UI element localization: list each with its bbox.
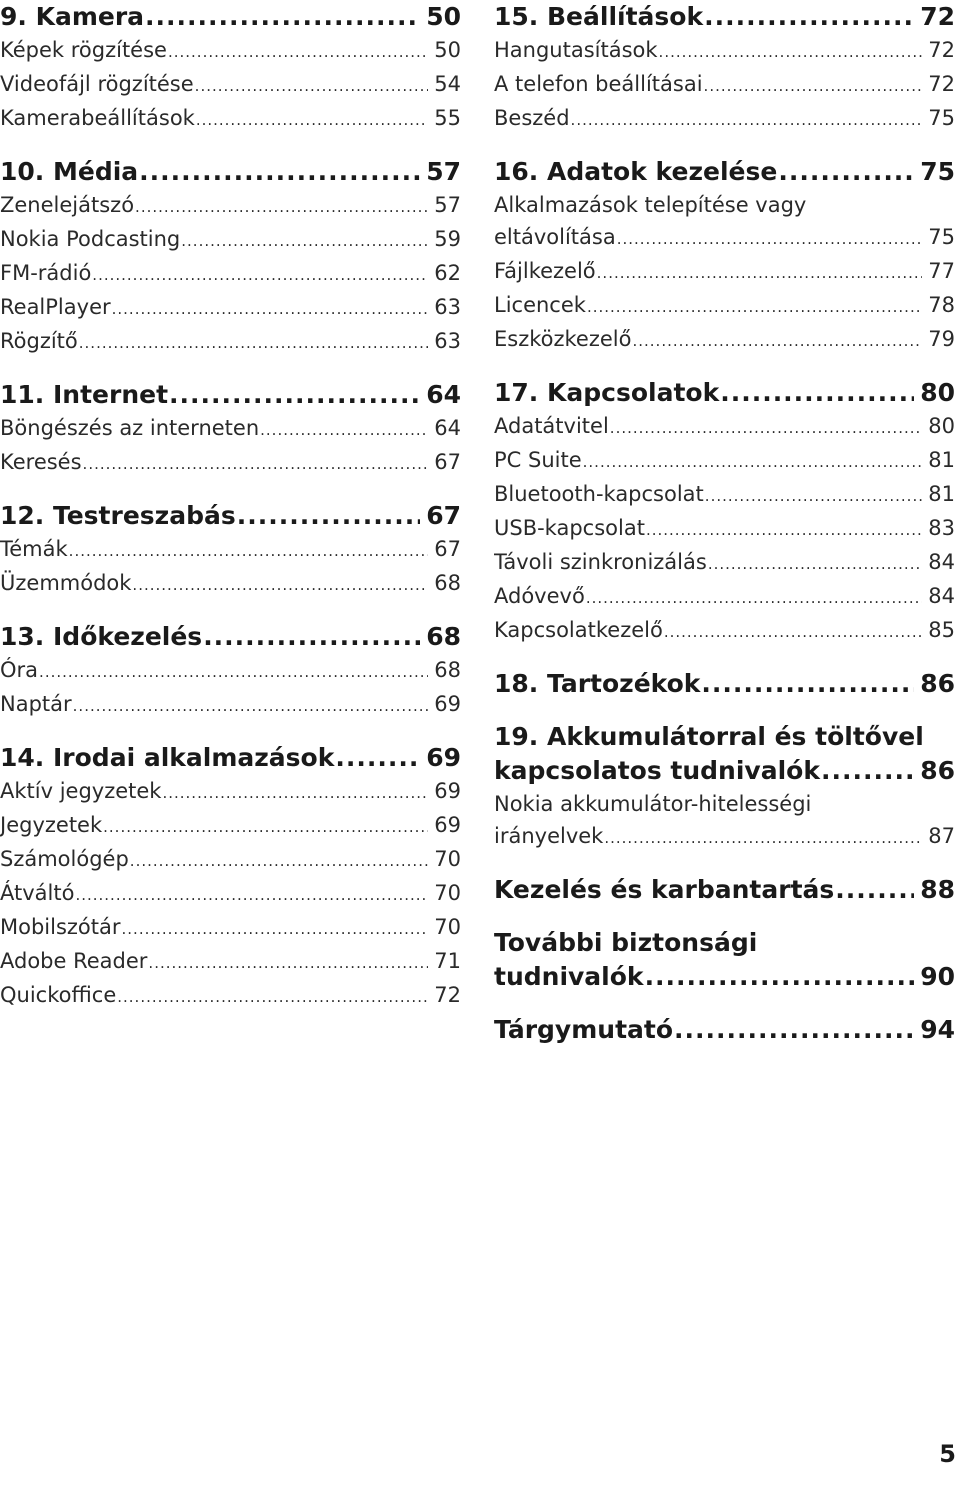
toc-item-label: Hangutasítások — [494, 38, 658, 62]
toc-page-number: 87 — [928, 824, 955, 848]
toc-section-safety — [494, 926, 955, 994]
toc-item-label: Adobe Reader — [0, 949, 148, 973]
toc-item-label: Naptár — [0, 692, 72, 716]
toc-item[interactable] — [0, 809, 461, 843]
toc-item-label: Üzemmódok — [0, 571, 132, 595]
toc-page-number: 77 — [928, 259, 955, 283]
toc-section-10 — [0, 155, 461, 359]
dot-leader — [122, 913, 429, 945]
toc-page-number: 67 — [434, 537, 461, 561]
toc-heading-twoline[interactable] — [494, 926, 955, 994]
toc-heading-title-line1: További biztonsági — [494, 928, 758, 957]
toc-page-number: 79 — [928, 327, 955, 351]
toc-item-label: Jegyzetek — [0, 813, 103, 837]
toc-item-label: Beszéd — [494, 106, 570, 130]
toc-item[interactable] — [0, 567, 461, 601]
dot-leader — [169, 378, 420, 412]
toc-heading-line2 — [494, 960, 955, 994]
toc-item[interactable] — [0, 291, 461, 325]
toc-item-label: Böngészés az interneten — [0, 416, 260, 440]
toc-heading[interactable] — [0, 378, 461, 412]
toc-heading[interactable] — [494, 155, 955, 189]
toc-item-label: Adatátvitel — [494, 414, 609, 438]
toc-page-number: 70 — [434, 915, 461, 939]
toc-item-label: Kamerabeállítások — [0, 106, 195, 130]
toc-item-label: Átváltó — [0, 881, 75, 905]
toc-item-label: FM-rádió — [0, 261, 92, 285]
toc-page-number: 63 — [434, 329, 461, 353]
toc-item-label: PC Suite — [494, 448, 582, 472]
toc-item-label: Témák — [0, 537, 68, 561]
dot-leader — [75, 879, 428, 911]
dot-leader — [617, 223, 923, 255]
dot-leader — [260, 414, 428, 446]
toc-item[interactable] — [494, 68, 955, 102]
dot-leader — [117, 981, 428, 1013]
toc-item[interactable] — [0, 412, 461, 446]
toc-item[interactable] — [0, 688, 461, 722]
dot-leader — [587, 291, 922, 323]
toc-heading[interactable] — [494, 667, 955, 701]
toc-section-19 — [494, 720, 955, 854]
toc-item-label: Keresés — [0, 450, 82, 474]
dot-leader — [132, 569, 428, 601]
toc-page-number: 81 — [928, 448, 955, 472]
toc-item-label: Kapcsolatkezelő — [494, 618, 663, 642]
toc-item[interactable] — [0, 979, 461, 1013]
toc-section-15 — [494, 0, 955, 136]
dot-leader — [835, 873, 914, 907]
toc-item[interactable] — [494, 546, 955, 580]
toc-page-number: 86 — [920, 756, 955, 785]
toc-page-number: 67 — [434, 450, 461, 474]
toc-item[interactable] — [0, 102, 461, 136]
toc-item[interactable] — [0, 223, 461, 257]
toc-item-label: Bluetooth-kapcsolat — [494, 482, 704, 506]
toc-item-label: Képek rögzítése — [0, 38, 167, 62]
toc-page-number: 84 — [928, 584, 955, 608]
toc-page-number: 62 — [434, 261, 461, 285]
toc-item-label: Aktív jegyzetek — [0, 779, 162, 803]
toc-heading-title-line2: kapcsolatos tudnivalók — [494, 756, 820, 785]
toc-heading-title-line1: 19. Akkumulátorral és töltővel — [494, 722, 924, 751]
toc-item-label: Távoli szinkronizálás — [494, 550, 707, 574]
dot-leader — [130, 845, 428, 877]
toc-heading-title: 11. Internet — [0, 380, 169, 409]
toc-item[interactable] — [494, 580, 955, 614]
toc-item[interactable] — [0, 533, 461, 567]
toc-heading-title: Tárgymutató — [494, 1015, 674, 1044]
toc-item-label: Quickoffice — [0, 983, 117, 1007]
toc-heading[interactable] — [0, 0, 461, 34]
toc-item-label-line1: Alkalmazások telepítése vagy — [494, 193, 807, 217]
dot-leader — [103, 811, 428, 843]
dot-leader — [203, 620, 420, 654]
toc-page-number: 69 — [426, 743, 461, 772]
dot-leader — [778, 155, 914, 189]
dot-leader — [586, 582, 922, 614]
toc-item-label: Számológép — [0, 847, 129, 871]
dot-leader — [597, 257, 923, 289]
dot-leader — [604, 822, 922, 854]
toc-section-index — [494, 1013, 955, 1047]
toc-heading-title: 12. Testreszabás — [0, 501, 236, 530]
toc-heading[interactable] — [494, 376, 955, 410]
toc-page-number: 50 — [434, 38, 461, 62]
toc-heading-title-line2: tudnivalók — [494, 962, 644, 991]
toc-page-number: 81 — [928, 482, 955, 506]
toc-heading-title: 17. Kapcsolatok — [494, 378, 720, 407]
toc-page-number: 50 — [426, 2, 461, 31]
dot-leader — [79, 327, 429, 359]
toc-page-number: 68 — [426, 622, 461, 651]
toc-page-number: 75 — [920, 157, 955, 186]
toc-item-label-line1: Nokia akkumulátor-hitelességi — [494, 792, 812, 816]
toc-page-number: 57 — [434, 193, 461, 217]
dot-leader — [704, 0, 914, 34]
toc-item[interactable] — [494, 478, 955, 512]
toc-item-label-line2: irányelvek — [494, 824, 604, 848]
toc-heading[interactable] — [0, 620, 461, 654]
toc-page-number: 78 — [928, 293, 955, 317]
toc-page-number: 72 — [928, 38, 955, 62]
toc-heading[interactable] — [494, 1013, 955, 1047]
toc-page-number: 55 — [434, 106, 461, 130]
dot-leader — [69, 535, 429, 567]
dot-leader — [720, 376, 914, 410]
toc-page-number: 88 — [920, 875, 955, 904]
toc-page-number: 80 — [928, 414, 955, 438]
toc-item-label: Mobilszótár — [0, 915, 121, 939]
toc-item-label: Eszközkezelő — [494, 327, 632, 351]
toc-page-number: 68 — [434, 658, 461, 682]
toc-heading-line2 — [494, 754, 955, 788]
toc-item[interactable] — [0, 945, 461, 979]
toc-item-label: Adóvevő — [494, 584, 585, 608]
toc-item[interactable] — [494, 512, 955, 546]
toc-item-label: Videofájl rögzítése — [0, 72, 194, 96]
toc-item[interactable] — [494, 255, 955, 289]
toc-page-number: 86 — [920, 669, 955, 698]
toc-section-16 — [494, 155, 955, 357]
dot-leader — [73, 690, 429, 722]
toc-left-column — [0, 0, 461, 1032]
toc-item[interactable] — [494, 614, 955, 648]
dot-leader — [571, 104, 923, 136]
toc-item[interactable] — [0, 68, 461, 102]
toc-heading[interactable] — [0, 155, 461, 189]
toc-section-12 — [0, 499, 461, 601]
toc-heading-title: 9. Kamera — [0, 2, 145, 31]
toc-section-17 — [494, 376, 955, 648]
toc-item[interactable] — [494, 410, 955, 444]
toc-page-number: 67 — [426, 501, 461, 530]
toc-item[interactable] — [494, 323, 955, 357]
dot-leader — [181, 225, 428, 257]
toc-item[interactable] — [0, 257, 461, 291]
toc-item[interactable] — [0, 877, 461, 911]
dot-leader — [610, 412, 922, 444]
toc-heading-title: 16. Adatok kezelése — [494, 157, 778, 186]
dot-leader — [195, 70, 429, 102]
toc-page-number: 90 — [920, 962, 955, 991]
dot-leader — [704, 70, 923, 102]
dot-leader — [92, 259, 428, 291]
toc-heading-title: 13. Időkezelés — [0, 622, 203, 651]
toc-page-number: 94 — [920, 1015, 955, 1044]
dot-leader — [135, 191, 428, 223]
toc-item[interactable] — [494, 34, 955, 68]
toc-item-label: Rögzítő — [0, 329, 78, 353]
toc-page-number: 72 — [920, 2, 955, 31]
dot-leader — [645, 960, 915, 994]
toc-section-18 — [494, 667, 955, 701]
dot-leader — [708, 548, 922, 580]
toc-section-14 — [0, 741, 461, 1013]
toc-heading-title: Kezelés és karbantartás — [494, 875, 835, 904]
page-number: 5 — [939, 1440, 956, 1468]
toc-page-number: 68 — [434, 571, 461, 595]
toc-page-number: 69 — [434, 779, 461, 803]
toc-item[interactable] — [0, 843, 461, 877]
toc-page-number: 64 — [434, 416, 461, 440]
toc-section-9 — [0, 0, 461, 136]
toc-item[interactable] — [0, 446, 461, 480]
toc-item-label: RealPlayer — [0, 295, 111, 319]
dot-leader — [39, 656, 428, 688]
dot-leader — [196, 104, 428, 136]
toc-item-label: USB-kapcsolat — [494, 516, 645, 540]
dot-leader — [237, 499, 420, 533]
toc-item-label: Licencek — [494, 293, 586, 317]
toc-page-number: 71 — [434, 949, 461, 973]
toc-item-twoline[interactable] — [494, 189, 955, 255]
toc-page-number: 63 — [434, 295, 461, 319]
dot-leader — [139, 155, 420, 189]
toc-item-label: Nokia Podcasting — [0, 227, 181, 251]
toc-heading[interactable] — [0, 499, 461, 533]
toc-page-number: 84 — [928, 550, 955, 574]
toc-page-number: 83 — [928, 516, 955, 540]
dot-leader — [632, 325, 922, 357]
dot-leader — [664, 616, 922, 648]
toc-item[interactable] — [494, 102, 955, 136]
toc-item-line2 — [494, 820, 955, 854]
toc-heading[interactable] — [494, 873, 955, 907]
toc-item-label-line2: eltávolítása — [494, 225, 616, 249]
toc-item-label: Óra — [0, 658, 39, 682]
toc-item[interactable] — [0, 34, 461, 68]
toc-page-number: 75 — [928, 106, 955, 130]
dot-leader — [583, 446, 923, 478]
toc-item-twoline[interactable] — [494, 788, 955, 854]
toc-item-label: Fájlkezelő — [494, 259, 596, 283]
toc-heading-title: 10. Média — [0, 157, 139, 186]
dot-leader — [145, 0, 420, 34]
toc-item[interactable] — [0, 325, 461, 359]
toc-page-number: 72 — [928, 72, 955, 96]
toc-section-13 — [0, 620, 461, 722]
dot-leader — [112, 293, 429, 325]
dot-leader — [335, 741, 420, 775]
toc-item[interactable] — [0, 189, 461, 223]
toc-item[interactable] — [0, 775, 461, 809]
toc-page-number: 72 — [434, 983, 461, 1007]
toc-section-11 — [0, 378, 461, 480]
dot-leader — [705, 480, 922, 512]
toc-heading-twoline[interactable] — [494, 720, 955, 788]
toc-heading[interactable] — [494, 0, 955, 34]
toc-item[interactable] — [494, 289, 955, 323]
dot-leader — [162, 777, 428, 809]
toc-item-label: Zenelejátszó — [0, 193, 135, 217]
dot-leader — [821, 754, 914, 788]
toc-page-number: 54 — [434, 72, 461, 96]
toc-heading-title: 18. Tartozékok — [494, 669, 701, 698]
toc-item[interactable] — [0, 911, 461, 945]
toc-item-label: A telefon beállításai — [494, 72, 703, 96]
toc-page-number: 70 — [434, 847, 461, 871]
dot-leader — [659, 36, 923, 68]
toc-page-number: 80 — [920, 378, 955, 407]
dot-leader — [674, 1013, 914, 1047]
toc-item-line2 — [494, 221, 955, 255]
toc-page-number: 70 — [434, 881, 461, 905]
toc-heading-title: 15. Beállítások — [494, 2, 704, 31]
dot-leader — [701, 667, 914, 701]
toc-page-number: 69 — [434, 692, 461, 716]
toc-page-number: 64 — [426, 380, 461, 409]
toc-item[interactable] — [0, 654, 461, 688]
toc-right-column — [494, 0, 955, 1066]
toc-page-number: 85 — [928, 618, 955, 642]
toc-heading-title: 14. Irodai alkalmazások — [0, 743, 335, 772]
toc-heading[interactable] — [0, 741, 461, 775]
dot-leader — [646, 514, 922, 546]
dot-leader — [168, 36, 428, 68]
dot-leader — [83, 448, 429, 480]
dot-leader — [148, 947, 428, 979]
toc-page-number: 69 — [434, 813, 461, 837]
toc-section-care — [494, 873, 955, 907]
toc-page-number: 57 — [426, 157, 461, 186]
toc-item[interactable] — [494, 444, 955, 478]
toc-page-number: 59 — [434, 227, 461, 251]
toc-page-number: 75 — [928, 225, 955, 249]
